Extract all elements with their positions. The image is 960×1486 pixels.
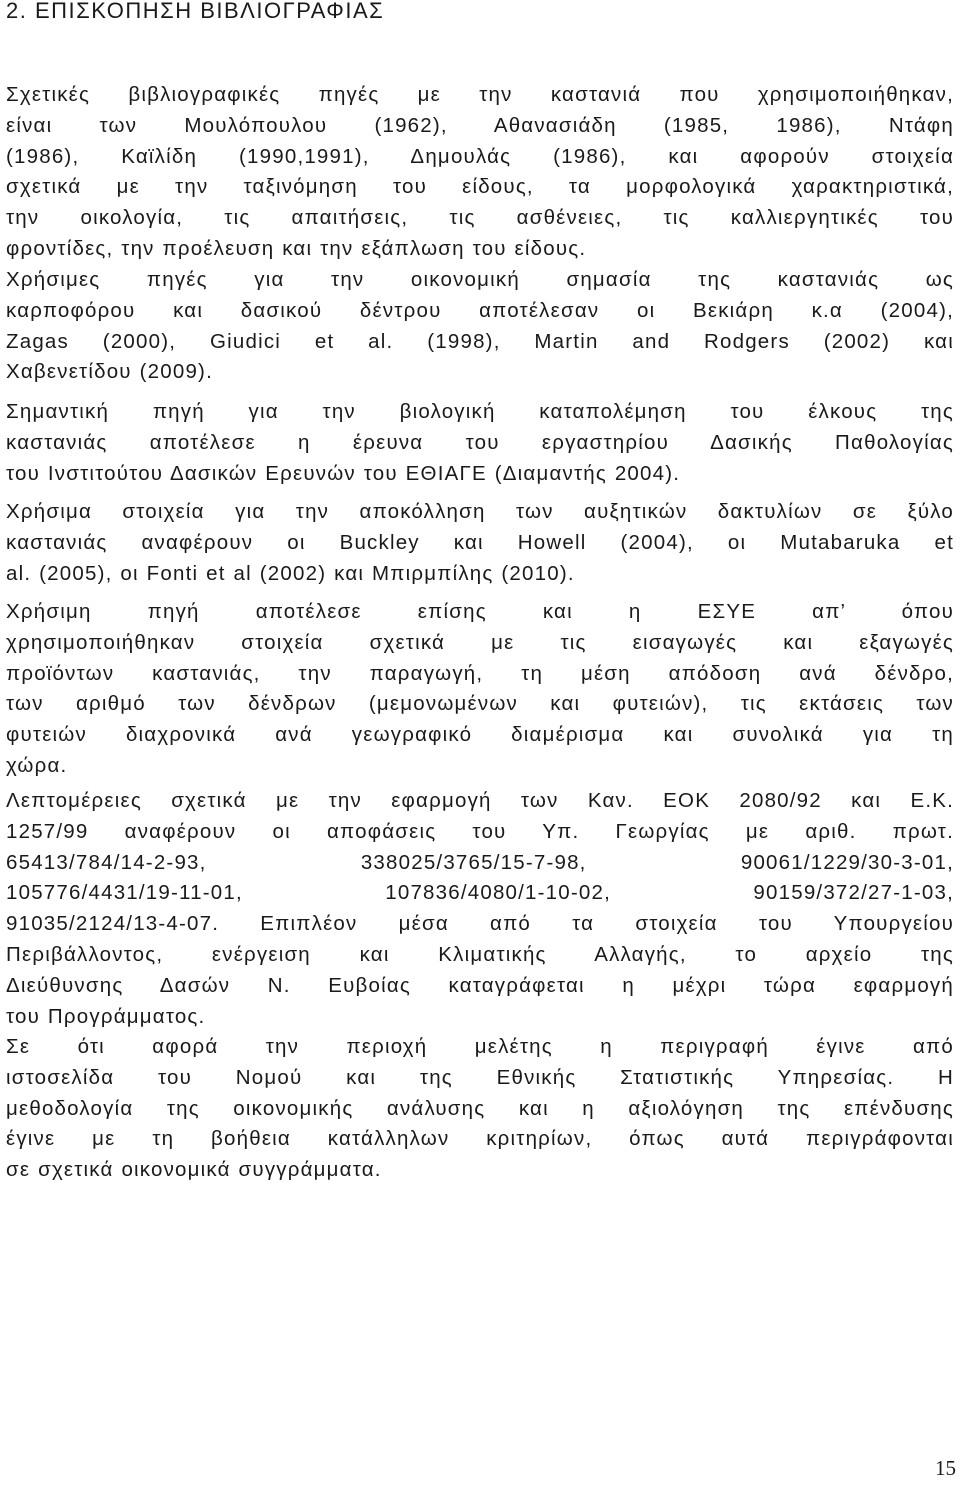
- paragraph-growth-rings: [6, 497, 954, 589]
- text-line: του Προγράμματος.: [6, 1004, 206, 1028]
- text-line: σε σχετικά οικονομικά συγγράμματα.: [6, 1158, 382, 1182]
- text-line: μεθοδολογία της οικονομικής ανάλυσης και η αξιολόγηση της επένδυσης: [6, 1096, 954, 1120]
- text-line: Χρήσιμες πηγές για την οικονομική σημασία της καστανιάς ως: [6, 268, 954, 291]
- text-line: είναι των Μουλόπουλου (1962), Αθανασιάδη (1985, 1986), Ντάφη: [6, 113, 954, 137]
- text-line: 105776/4431/19-11-01, 107836/4080/1-10-02, 90159/372/27-1-03,: [6, 881, 954, 905]
- text-line: Διεύθυνσης Δασών Ν. Ευβοίας καταγράφεται η μέχρι τώρα εφαρμογή: [6, 973, 954, 997]
- text-line: καστανιάς αποτέλεσε η έρευνα του εργαστηρίου Δασικής Παθολογίας: [6, 430, 954, 454]
- page-number: 15: [935, 1456, 956, 1480]
- text-line: al. (2005), οι Fonti et al (2002) και Μπιρμπίλης (2010).: [6, 561, 575, 585]
- text-line: χώρα.: [6, 753, 68, 777]
- text-line: Χαβενετίδου (2009).: [6, 360, 213, 384]
- text-line: φυτειών διαχρονικά ανά γεωγραφικό διαμέρισμα και συνολικά για τη: [6, 723, 954, 747]
- text-line: χρησιμοποιήθηκαν στοιχεία σχετικά με τις εισαγωγές και εξαγωγές: [6, 630, 954, 654]
- text-line: (1986), Καϊλίδη (1990,1991), Δημουλάς (1986), και αφορούν στοιχεία: [6, 144, 954, 168]
- text-line: 91035/2124/13-4-07. Επιπλέον μέσα από τα στοιχεία του Υπουργείου: [6, 912, 954, 936]
- paragraph-bibliographic-sources: [6, 80, 954, 265]
- text-line: 65413/784/14-2-93, 338025/3765/15-7-98, 90061/1229/30-3-01,: [6, 850, 954, 874]
- paragraph-economic-sources: [6, 265, 954, 388]
- text-line: προϊόντων καστανιάς, την παραγωγή, τη μέση απόδοση ανά δένδρο,: [6, 661, 954, 685]
- text-line: Χρήσιμα στοιχεία για την αποκόλληση των αυξητικών δακτυλίων σε ξύλο: [6, 500, 954, 523]
- text-line: την οικολογία, τις απαιτήσεις, τις ασθένειες, τις καλλιεργητικές του: [6, 206, 954, 230]
- text-line: 1257/99 αναφέρουν οι αποφάσεις του Υπ. Γεωργίας με αριθ. πρωτ.: [6, 819, 954, 843]
- text-line: Σε ότι αφορά την περιοχή μελέτης η περιγραφή έγινε από: [6, 1035, 954, 1058]
- text-line: του Ινστιτούτου Δασικών Ερευνών του ΕΘΙΑΓΕ (Διαμαντής 2004).: [6, 461, 681, 485]
- text-line: ιστοσελίδα του Νομού και της Εθνικής Στατιστικής Υπηρεσίας. Η: [6, 1065, 954, 1089]
- text-line: Σχετικές βιβλιογραφικές πηγές με την καστανιά που χρησιμοποιήθηκαν,: [6, 83, 954, 106]
- paragraph-biological-control: [6, 397, 954, 489]
- paragraph-study-area: [6, 1032, 954, 1186]
- text-line: Σημαντική πηγή για την βιολογική καταπολέμηση του έλκους της: [6, 400, 954, 423]
- text-line: καστανιάς αναφέρουν οι Buckley και Howell (2004), οι Mutabaruka et: [6, 530, 954, 554]
- text-line: των αριθμό των δένδρων (μεμονωμένων και φυτειών), τις εκτάσεις των: [6, 692, 954, 716]
- text-line: Zagas (2000), Giudici et al. (1998), Martin and Rodgers (2002) και: [6, 329, 954, 353]
- text-line: έγινε με τη βοήθεια κατάλληλων κριτηρίων, όπως αυτά περιγράφονται: [6, 1127, 954, 1151]
- text-line: Περιβάλλοντος, ενέργειση και Κλιματικής Αλλαγής, το αρχείο της: [6, 942, 954, 966]
- text-line: Χρήσιμη πηγή αποτέλεσε επίσης και η ΕΣΥΕ απ’ όπου: [6, 600, 954, 623]
- text-line: σχετικά με την ταξινόμηση του είδους, τα μορφολογικά χαρακτηριστικά,: [6, 175, 954, 199]
- paragraph-esye-source: [6, 597, 954, 782]
- text-line: Λεπτομέρειες σχετικά με την εφαρμογή των Καν. ΕΟΚ 2080/92 και Ε.Κ.: [6, 789, 954, 812]
- text-line: καρποφόρου και δασικού δέντρου αποτέλεσαν οι Βεκιάρη κ.α (2004),: [6, 298, 954, 322]
- paragraph-regulation-details: [6, 786, 954, 1032]
- text-line: φροντίδες, την προέλευση και την εξάπλωση του είδους.: [6, 236, 587, 260]
- section-heading: 2. ΕΠΙΣΚΟΠΗΣΗ ΒΙΒΛΙΟΓΡΑΦΙΑΣ: [6, 0, 385, 23]
